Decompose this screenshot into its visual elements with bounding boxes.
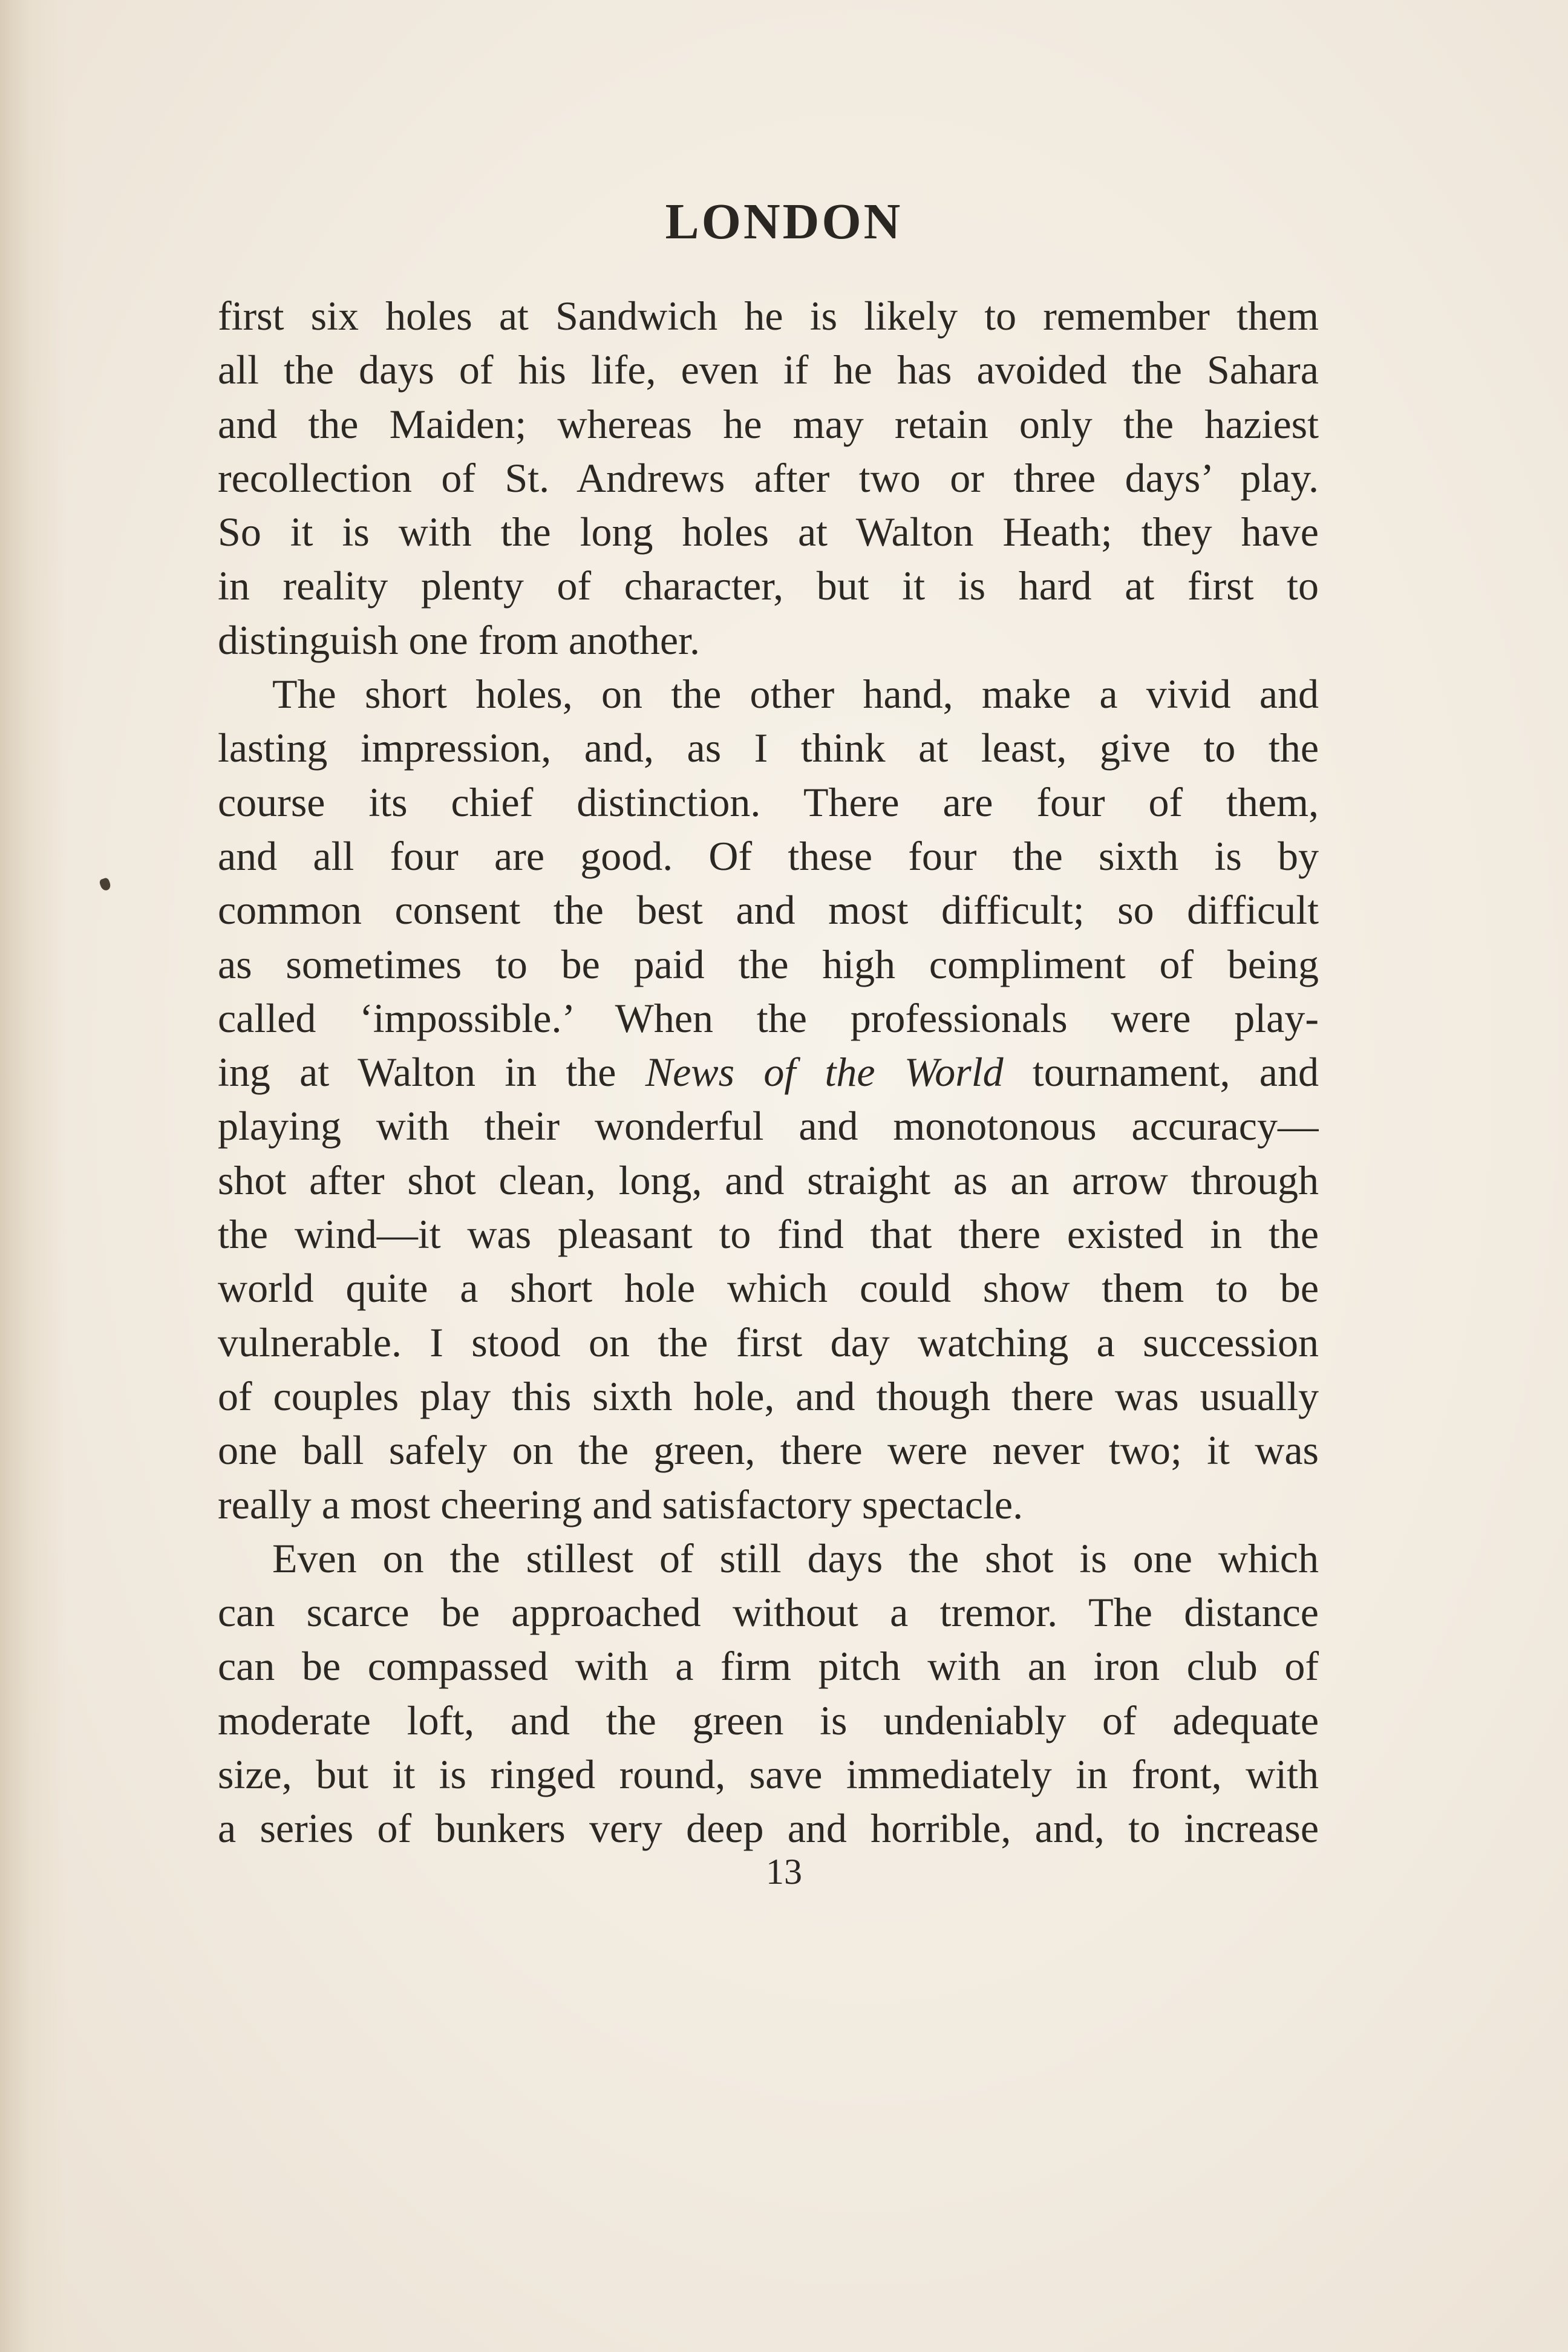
- text-line: all the days of his life, even if he has avoided the Sahara: [218, 347, 1319, 393]
- text-line: and all four are good. Of these four the sixth is by: [218, 832, 1319, 879]
- text-line: really a most cheering and satisfactory spectacle.: [218, 1481, 1024, 1527]
- text-line: recollection of St. Andrews after two or three days’ play.: [218, 454, 1319, 501]
- page-number: 13: [766, 1852, 802, 1892]
- ink-speck: [99, 877, 112, 892]
- text-line: common consent the best and most difficult; so difficult: [218, 887, 1319, 933]
- text-line: world quite a short hole which could show them to be: [218, 1265, 1319, 1312]
- running-head: LONDON: [665, 194, 903, 250]
- gutter-shadow: [0, 0, 67, 2352]
- text-line: of couples play this sixth hole, and though there was usually: [218, 1373, 1319, 1419]
- text-line: playing with their wonderful and monotonous accuracy—: [218, 1103, 1319, 1149]
- text-line: size, but it is ringed round, save immediately in front, with: [218, 1751, 1319, 1798]
- text-line: shot after shot clean, long, and straight as an arrow through: [218, 1157, 1319, 1203]
- text-line: vulnerable. I stood on the first day watching a succession: [218, 1319, 1319, 1365]
- text-line: the wind—it was pleasant to find that there existed in the: [218, 1211, 1319, 1258]
- text-line: can scarce be approached without a tremor. The distance: [218, 1589, 1319, 1636]
- text-line: called ‘impossible.’ When the professionals were play-: [218, 995, 1319, 1041]
- text-line: Even on the stillest of still days the shot is one which: [272, 1535, 1319, 1581]
- text-line: as sometimes to be paid the high compliment of being: [218, 941, 1319, 987]
- text-line: a series of bunkers very deep and horrible, and, to increase: [218, 1805, 1319, 1852]
- text-line: So it is with the long holes at Walton Heath; they have: [218, 509, 1319, 555]
- text-line: distinguish one from another.: [218, 616, 701, 663]
- text-line: course its chief distinction. There are four of them,: [218, 779, 1319, 825]
- text-line: and the Maiden; whereas he may retain only the haziest: [218, 400, 1319, 447]
- text-line: lasting impression, and, as I think at least, give to the: [218, 725, 1319, 771]
- text-line: moderate loft, and the green is undeniably of adequate: [218, 1697, 1319, 1743]
- text-line: one ball safely on the green, there were never two; it was: [218, 1427, 1319, 1474]
- text-line: in reality plenty of character, but it is hard at first to: [218, 563, 1319, 609]
- text-line: first six holes at Sandwich he is likely to remember them: [218, 293, 1319, 339]
- body-text: [218, 289, 1319, 1856]
- text-line: The short holes, on the other hand, make a vivid and: [272, 671, 1319, 717]
- text-line: can be compassed with a firm pitch with an iron club of: [218, 1643, 1319, 1690]
- italic-title: News of the World: [645, 1049, 1004, 1096]
- text-line-with-italic: ing at Walton in the News of the World tournament, and: [218, 1049, 1319, 1096]
